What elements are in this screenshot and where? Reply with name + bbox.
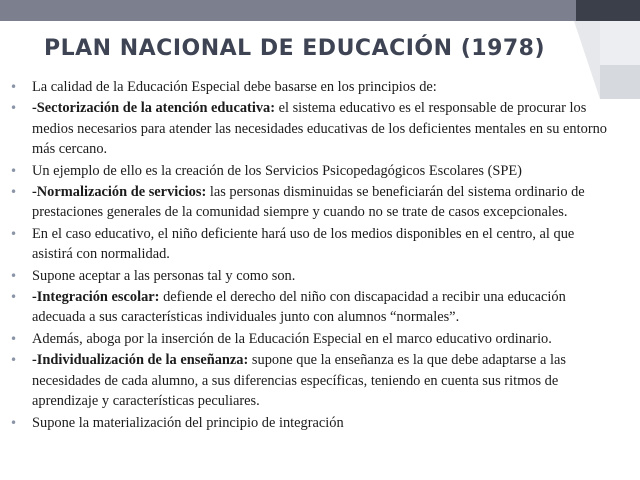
bullet-icon: • <box>10 415 18 430</box>
bullet-text: En el caso educativo, el niño deficiente hará uso de los medios disponibles en el centro, al que asistirá con normalidad. <box>32 225 575 263</box>
bullet-text: Supone la materialización del principio de integración <box>32 414 344 431</box>
bullet-text: defiende el derecho del niño con discapacidad a recibir una educación adecuada a sus características individuales junto con alumnos “normales”. <box>32 289 566 326</box>
bullet-text: las personas disminuidas se beneficiarán del sistema ordinario de prestaciones generales de la comunidad siempre y cuando no se trate de casos excepcionales. <box>32 184 585 221</box>
bullet-text: el sistema educativo es el responsable de procurar los medios necesarios para atender las necesidades educativas de los deficientes mentales en su entorno más cercano. <box>32 100 608 158</box>
bullet-item <box>10 413 610 433</box>
bullet-list <box>10 77 610 434</box>
bullet-item <box>10 287 610 328</box>
bullet-icon: • <box>10 226 18 241</box>
bullet-icon: • <box>10 331 18 346</box>
slide-title: PLAN NACIONAL DE EDUCACIÓN (1978) <box>44 36 546 61</box>
bullet-item <box>10 224 610 265</box>
bullet-lead: -Integración escolar: <box>32 289 160 306</box>
bullet-icon: • <box>10 80 18 94</box>
bullet-icon: • <box>10 268 18 283</box>
bullet-icon: • <box>10 353 18 368</box>
bullet-item <box>10 350 610 411</box>
bullet-icon: • <box>10 101 18 116</box>
bullet-text: supone que la enseñanza es la que debe adaptarse a las necesidades de cada alumno, a sus diferencias específicas, teniendo en cuenta sus ritmos de aprendizaje y características peculiares. <box>32 352 566 410</box>
bullet-text: Un ejemplo de ello es la creación de los Servicios Psicopedagógicos Escolares (SPE) <box>32 162 522 179</box>
bullet-icon: • <box>10 185 18 200</box>
bullet-icon: • <box>10 163 18 178</box>
bullet-lead: -Sectorización de la atención educativa: <box>32 100 275 117</box>
bullet-item <box>10 77 610 97</box>
bullet-item <box>10 182 610 223</box>
bullet-lead: -Individualización de la enseñanza: <box>32 352 249 369</box>
bullet-text: La calidad de la Educación Especial debe basarse en los principios de: <box>32 79 437 95</box>
bullet-text: Además, aboga por la inserción de la Educación Especial en el marco educativo ordinario. <box>32 330 552 347</box>
bullet-item <box>10 98 610 159</box>
bullet-item <box>10 266 610 286</box>
header-band-dark-segment <box>576 0 640 21</box>
bullet-icon: • <box>10 290 18 305</box>
bullet-item <box>10 329 610 349</box>
bullet-item <box>10 161 610 181</box>
corner-decoration-light <box>600 21 640 65</box>
bullet-lead: -Normalización de servicios: <box>32 184 207 201</box>
header-band <box>0 0 640 21</box>
bullet-text: Supone aceptar a las personas tal y como son. <box>32 267 296 284</box>
